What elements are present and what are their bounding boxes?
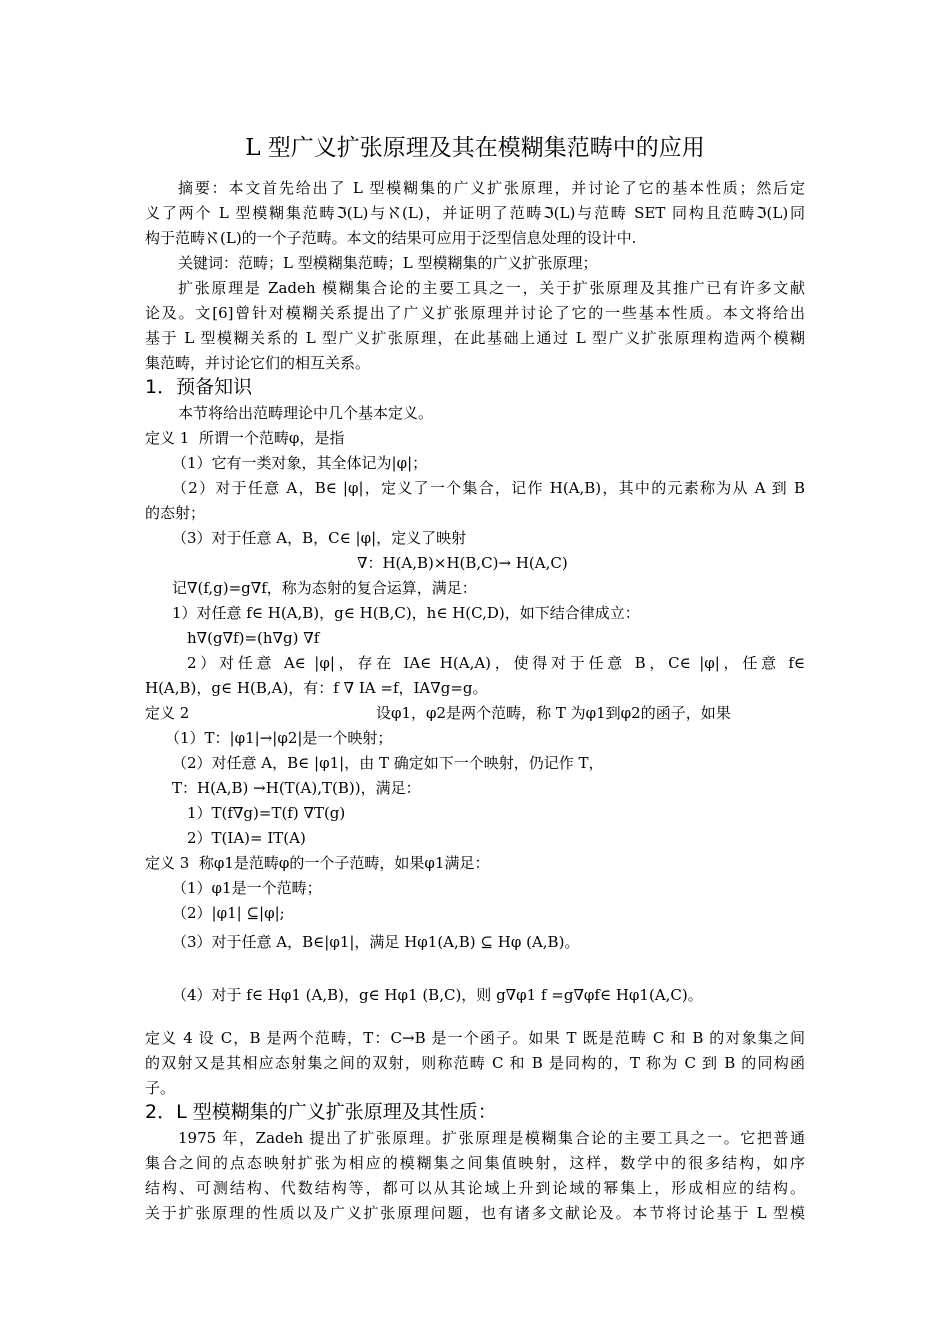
paper-title: L 型广义扩张原理及其在模糊集范畴中的应用 bbox=[245, 135, 705, 161]
definition-1: 定义 1 所谓一个范畴φ，是指 bbox=[145, 429, 345, 447]
section-2-line-1: 1975 年，Zadeh 提出了扩张原理。扩张原理是模糊集合论的主要工具之一。它把普通 bbox=[178, 1129, 805, 1147]
section-1-intro: 本节将给出范畴理论中几个基本定义。 bbox=[178, 404, 434, 422]
functor-condition-2: 2）T(IA)= IT(A) bbox=[187, 829, 306, 847]
definition-1-item-1: （1）它有一类对象，其全体记为|φ|； bbox=[172, 454, 428, 472]
definition-3-item-2: （2）|φ1| ⊆|φ|; bbox=[172, 904, 285, 922]
definition-1-item-2: （2）对于任意 A，B∈ |φ|，定义了一个集合，记作 H(A,B)，其中的元素称为从 A 到 B bbox=[172, 479, 805, 497]
identity-condition-cont: H(A,B)，g∈ H(B,A)，有：f ∇ IA =f，IA∇g=g。 bbox=[145, 679, 488, 697]
abstract-line-2: 义了两个 L 型模糊集范畴ℑ(L)与ℵ(L)，并证明了范畴ℑ(L)与范畴 SET 同构且范畴ℑ(L)同 bbox=[145, 204, 805, 222]
definition-3-item-1: （1）φ1是一个范畴； bbox=[172, 879, 322, 897]
composition-mapping: ∇：H(A,B)×H(B,C)→ H(A,C) bbox=[357, 554, 568, 572]
definition-1-item-3: （3）对于任意 A，B，C∈ |φ|，定义了映射 bbox=[172, 529, 467, 547]
associativity-equation: h∇(g∇f)=(h∇g) ∇f bbox=[187, 629, 320, 647]
definition-2: 定义 2 bbox=[145, 704, 190, 722]
definition-3-item-4: （4）对于 f∈ Hφ1 (A,B)，g∈ Hφ1 (B,C)，则 g∇φ1 f =g∇φf∈ Hφ1(A,C)。 bbox=[172, 986, 703, 1004]
section-2-heading: 2．L 型模糊集的广义扩张原理及其性质： bbox=[145, 1101, 497, 1123]
section-2-line-2: 集合之间的点态映射扩张为相应的模糊集之间集值映射，这样，数学中的很多结构，如序 bbox=[145, 1154, 805, 1172]
intro-line-3: 基于 L 型模糊关系的 L 型广义扩张原理，在此基础上通过 L 型广义扩张原理构造两个模糊 bbox=[145, 329, 805, 347]
composition-definition: 记∇(f,g)=g∇f，称为态射的复合运算，满足： bbox=[172, 579, 477, 597]
section-2-line-4: 关于扩张原理的性质以及广义扩张原理问题，也有诸多文献论及。本节将讨论基于 L 型模 bbox=[145, 1204, 805, 1222]
intro-line-1: 扩张原理是 Zadeh 模糊集合论的主要工具之一，关于扩张原理及其推广已有许多文献 bbox=[178, 279, 805, 297]
definition-2-item-2: （2）对任意 A，B∈ |φ1|，由 T 确定如下一个映射，仍记作 T， bbox=[172, 754, 604, 772]
keywords: 关键词：范畴；L 型模糊集范畴；L 型模糊集的广义扩张原理； bbox=[178, 254, 598, 272]
definition-2-item-1: （1）T：|φ1|→|φ2|是一个映射； bbox=[165, 729, 393, 747]
definition-3-item-3: （3）对于任意 A，B∈|φ1|，满足 Hφ1(A,B) ⊆ Hφ (A,B)。 bbox=[172, 933, 580, 951]
section-2-line-3: 结构、可测结构、代数结构等，都可以从其论域上升到论域的幂集上，形成相应的结构。 bbox=[145, 1179, 805, 1197]
definition-4-line-3: 子。 bbox=[145, 1079, 176, 1097]
definition-2-mapping: T：H(A,B) →H(T(A),T(B))，满足： bbox=[172, 779, 421, 797]
definition-4-line-2: 的双射又是其相应态射集之间的双射，则称范畴 C 和 B 是同构的，T 称为 C 到 B 的同构函 bbox=[145, 1054, 805, 1072]
definition-4-line-1: 定义 4 设 C，B 是两个范畴，T：C→B 是一个函子。如果 T 既是范畴 C 和 B 的对象集之间 bbox=[145, 1029, 805, 1047]
functor-condition-1: 1）T(f∇g)=T(f) ∇T(g) bbox=[187, 804, 346, 822]
definition-2-text: 设φ1，φ2是两个范畴，称 T 为φ1到φ2的函子，如果 bbox=[376, 704, 731, 722]
associativity-condition: 1）对任意 f∈ H(A,B)，g∈ H(B,C)，h∈ H(C,D)，如下结合律成立： bbox=[172, 604, 640, 622]
intro-line-4: 集范畴，并讨论它们的相互关系。 bbox=[145, 354, 371, 372]
intro-line-2: 论及。文[6]曾针对模糊关系提出了广义扩张原理并讨论了它的一些基本性质。本文将给出 bbox=[145, 304, 805, 322]
identity-condition: 2）对任意 A∈ |φ|，存在 IA∈ H(A,A)，使得对于任意 B，C∈ |φ|，任意 f∈ bbox=[187, 654, 805, 672]
abstract-line-1: 摘要：本文首先给出了 L 型模糊集的广义扩张原理，并讨论了它的基本性质；然后定 bbox=[178, 179, 805, 197]
section-1-heading: 1．预备知识 bbox=[145, 376, 253, 398]
definition-3: 定义 3 称φ1是范畴φ的一个子范畴，如果φ1满足： bbox=[145, 854, 490, 872]
definition-1-item-2-cont: 的态射； bbox=[145, 504, 206, 522]
abstract-line-3: 构于范畴ℵ(L)的一个子范畴。本文的结果可应用于泛型信息处理的设计中. bbox=[145, 229, 637, 247]
